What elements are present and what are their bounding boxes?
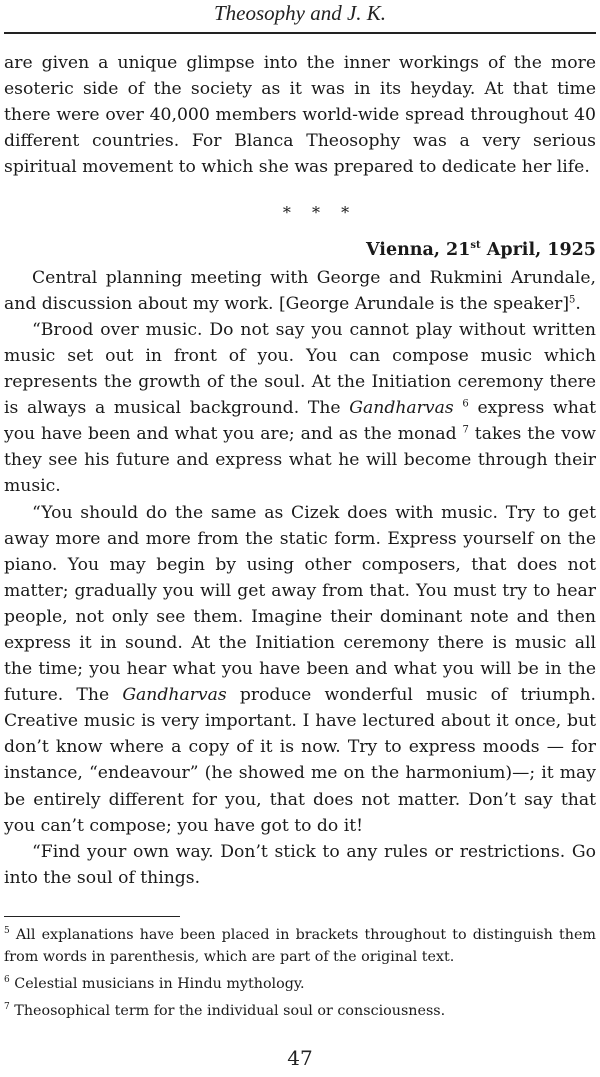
paragraph-own-way: “Find your own way. Don’t stick to any rules or restrictions. Go into the soul of things. [4, 841, 596, 888]
footnote-text: Celestial musicians in Hindu mythology. [14, 976, 305, 992]
footnote-text: Theosophical term for the individual soul or consciousness. [14, 1003, 446, 1019]
paragraph-text: takes the vow they see his future and express what he will become through their music. [4, 424, 596, 497]
term-gandharvas: Gandharvas [122, 685, 227, 706]
footnote-number: 7 [4, 1002, 10, 1013]
footnote-number: 6 [4, 975, 10, 986]
footnote-number: 5 [4, 926, 10, 937]
footnote-rule [4, 916, 180, 917]
footnote-6 [4, 973, 596, 995]
paragraph-brood [4, 317, 596, 500]
paragraph-text: “You should do the same as Cizek does with music. Try to get away more and more from the static form. Express yourself on the piano. You may begin by using other composers, that does not matter; gradually you will get away from that. You must try to hear people, not only see them. Imagine their dominant note and then express it in sound. At the Initiation ceremony there is music all the time; you hear what you have been and what you will be in the future. The [4, 502, 596, 706]
footnote-ref-5[interactable]: 5 [569, 294, 576, 306]
body-text [4, 50, 596, 891]
footnote-5 [4, 924, 596, 968]
footnote-ref-6[interactable]: 6 [462, 398, 469, 410]
footnote-ref-7[interactable]: 7 [462, 424, 469, 436]
paragraph-text: “Brood over music. Do not say you cannot play without written music set out in front of you. You can compose music which represents the growth of the soul. At the Initiation ceremony there is always a musical background. The [4, 319, 596, 419]
intro-paragraph: are given a unique glimpse into the inner workings of the more esoteric side of the society as it was in its heyday. At that time there were over 40,000 members world-wide spread throughout 40 different countries. For Blanca Theosophy was a very serious spiritual movement to which she was prepared to dedicate her life. [4, 53, 596, 178]
dateline-place-day: Vienna, 21 [366, 239, 471, 260]
paragraph-end: . [575, 293, 581, 314]
paragraph-text: express what you have been and what you are; and as the monad [4, 398, 596, 445]
footnote-7 [4, 1000, 596, 1022]
paragraph-cizek [4, 500, 596, 839]
footnotes [4, 924, 596, 1027]
header-rule [4, 32, 596, 34]
dateline-month-year: April, 1925 [480, 239, 596, 260]
paragraph-text: Central planning meeting with George and Rukmini Arundale, and discussion about my work. [George Arundale is the speaker] [4, 267, 596, 314]
section-separator: * * * [282, 203, 358, 223]
term-gandharvas: Gandharvas [349, 398, 454, 419]
running-head: Theosophy and J. K. [213, 1, 387, 25]
footnote-text: All explanations have been placed in brackets throughout to distinguish them from words in parenthesis, which are part of the original text. [4, 927, 596, 965]
paragraph-text: produce wonderful music of triumph. Creative music is very important. I have lectured about it once, but don’t know where a copy of it is now. Try to express moods — for instance, “endeavour” (he showed me on the harmonium)—; it may be entirely different for you, that does not matter. Don’t say that you can’t compose; you have got to do it! [4, 685, 597, 836]
dateline [4, 237, 596, 263]
page-number: 47 [287, 1046, 313, 1070]
paragraph-meeting [4, 265, 596, 317]
dateline-ordinal: st [470, 239, 481, 251]
